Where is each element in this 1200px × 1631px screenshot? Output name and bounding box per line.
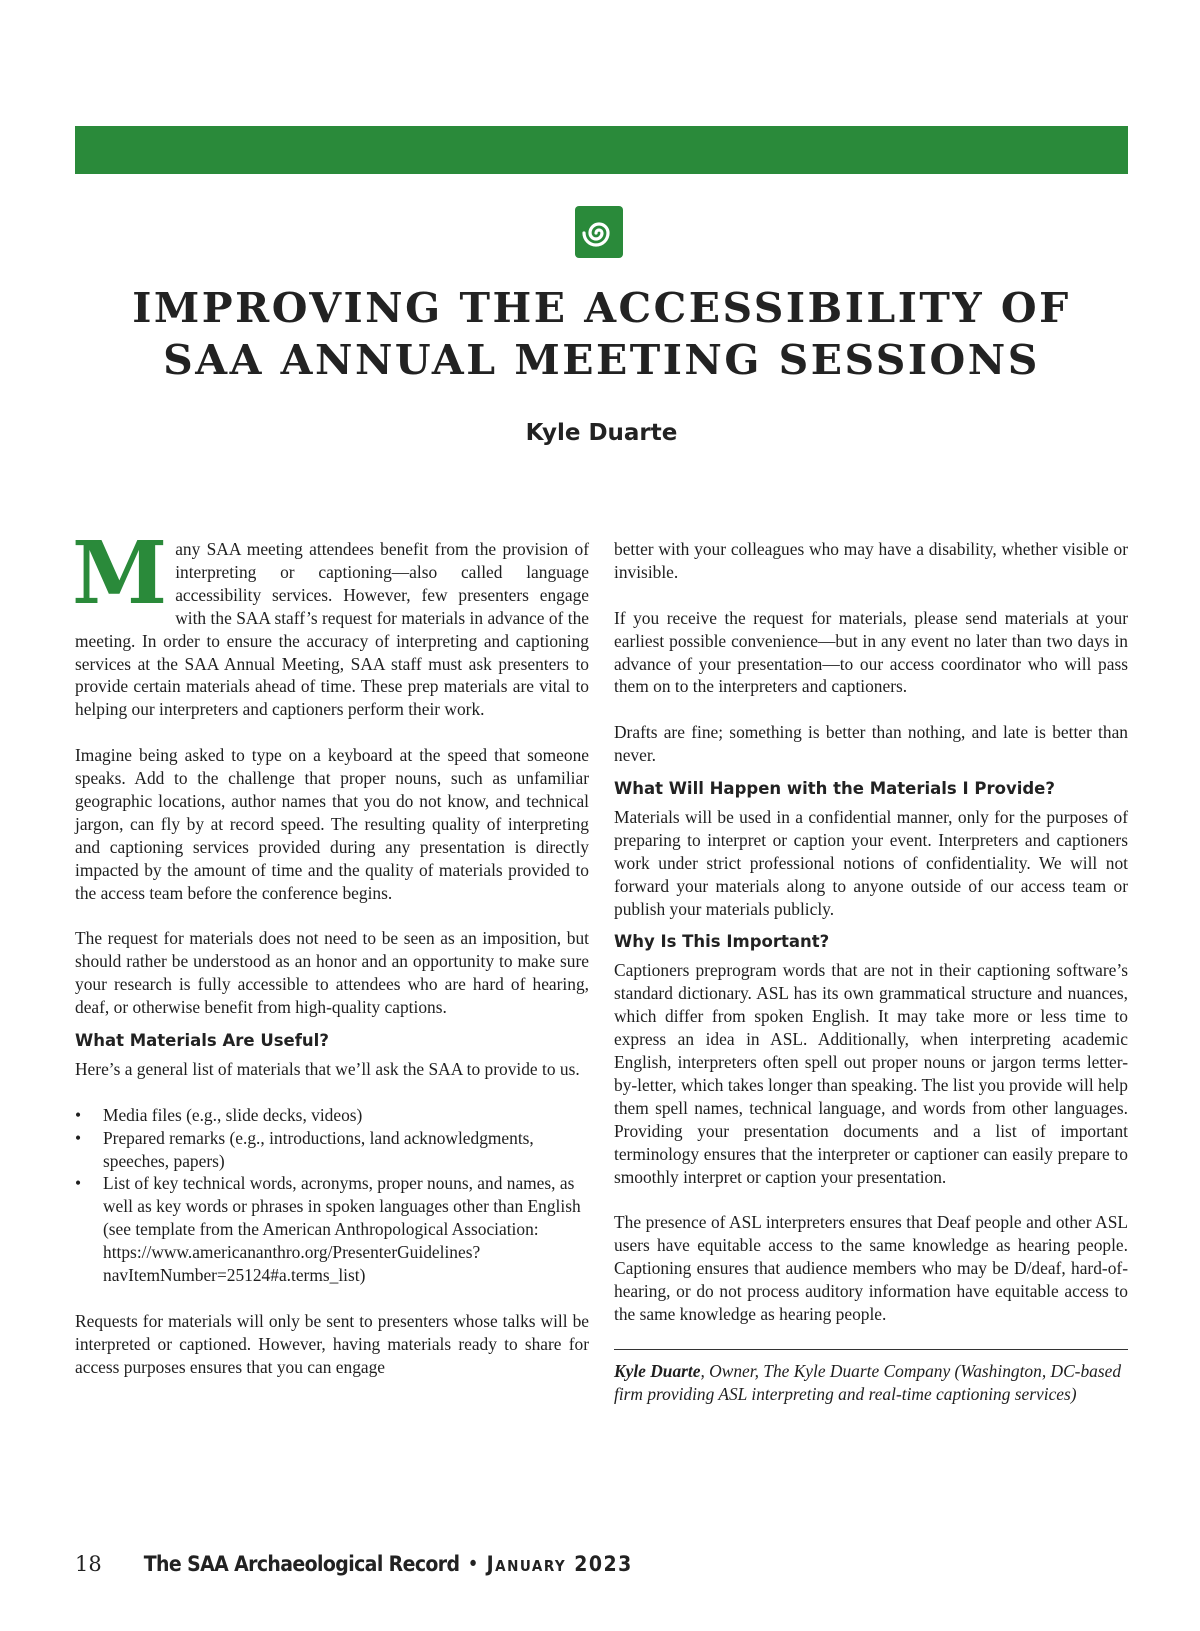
paragraph: Materials will be used in a confidential manner, only for the purposes of preparing to interpret or caption your event. Interpreters and captioners work under strict professional notions of confidentiality. We will not forward your materials along to anyone outside of our access team or publish your materials publicly.: [614, 806, 1128, 919]
paragraph: If you receive the request for materials, please send materials at your earliest possible convenience—but in any event no later than two days in advance of your presentation—to our access coordinator who will pass them on to the interpreters and captioners.: [614, 607, 1128, 697]
author-bio: [614, 1360, 1128, 1406]
author-byline: Kyle Duarte: [525, 420, 678, 446]
list-item: • Prepared remarks (e.g., introductions, land acknowledgments, speeches, papers): [75, 1127, 589, 1173]
page-footer: [75, 1552, 633, 1576]
left-column: [72, 523, 589, 1401]
list-item: • Media files (e.g., slide decks, videos): [75, 1104, 589, 1127]
article-title: [75, 282, 1128, 386]
title-line-2: SAA ANNUAL MEETING SESSIONS: [163, 336, 1040, 384]
issue-date: January 2023: [486, 1552, 633, 1576]
paragraph: Drafts are fine; something is better than nothing, and late is better than never.: [614, 722, 1128, 766]
list-item: • List of key technical words, acronyms, proper nouns, and names, as well as key words or phrases in spoken languages other than English (see template from the American Anthropological Association: https://www.americananthro.org/PresenterGuidelines?navItemNumber=25124#a.terms_list): [75, 1172, 589, 1287]
bio-name: Kyle Duarte: [614, 1360, 701, 1381]
page-number: 18: [75, 1552, 102, 1576]
section-heading-why-important: Why Is This Important?: [614, 932, 830, 952]
journal-name: The SAA Archaeological Record: [143, 1552, 460, 1576]
paragraph: Requests for materials will only be sent to presenters whose talks will be interpreted or captioned. However, having materials ready to share for access purposes ensures that you can engage: [75, 1310, 589, 1377]
intro-text: any SAA meeting attendees benefit from the provision of interpreting or captioning—also called language accessibility services. However, few presenters engage with the SAA staff’s request for materials in advance of the meeting. In order to ensure the accuracy of interpreting and captioning services at the SAA Annual Meeting, SAA staff must ask presenters to provide certain materials ahead of time. These prep materials are vital to helping our interpreters and captioners perform their work.: [75, 539, 589, 720]
paragraph: The request for materials does not need to be seen as an imposition, but should rather be understood as an honor and an opportunity to make sure your research is fully accessible to attendees who are hard of hearing, deaf, or otherwise benefit from high-quality captions.: [75, 928, 589, 1018]
spiral-logo-icon: [575, 206, 623, 258]
right-column: [614, 538, 1128, 1428]
paragraph: better with your colleagues who may have a disability, whether visible or invisible.: [614, 539, 1128, 582]
paragraph: Captioners preprogram words that are not in their captioning software’s standard dictionary. ASL has its own grammatical structure and nuances, which differ from spoken English. It may take more or less time to express an idea in ASL. Additionally, when interpreting academic English, interpreters often spell out proper nouns or jargon terms letter-by-letter, which takes longer than speaking. The list you provide will help them spell names, technical language, and words from other languages. Providing your presentation documents and a list of important terminology ensures that the interpreter or captioner can easily prepare to smoothly interpret or caption your presentation.: [614, 960, 1128, 1187]
intro-paragraph: [72, 523, 589, 721]
drop-cap: M: [72, 523, 168, 624]
title-line-1: IMPROVING THE ACCESSIBILITY OF: [132, 284, 1071, 332]
bio-text: , Owner, The Kyle Duarte Company (Washington, DC-based firm providing ASL interpreting and real-time captioning services): [614, 1360, 1122, 1404]
bio-divider: [614, 1349, 1128, 1350]
paragraph: Here’s a general list of materials that we’ll ask the SAA to provide to us.: [75, 1058, 580, 1079]
footer-separator: •: [467, 1552, 479, 1576]
paragraph: Imagine being asked to type on a keyboard at the speed that someone speaks. Add to the challenge that proper nouns, such as unfamiliar geographic locations, author names that you do not know, and technical jargon, can fly by at record speed. The resulting quality of interpreting and captioning services provided during any presentation is directly impacted by the amount of time and the quality of materials provided to the access team before the conference begins.: [75, 745, 589, 903]
header-green-bar: [75, 126, 1128, 174]
paragraph: The presence of ASL interpreters ensures that Deaf people and other ASL users have equitable access to the same knowledge as hearing people. Captioning ensures that audience members who may be D/deaf, hard-of-hearing, or do not process auditory information have equitable access to the same knowledge as hearing people.: [614, 1212, 1128, 1324]
section-heading-what-will-happen: What Will Happen with the Materials I Provide?: [614, 778, 1055, 798]
section-heading-materials: What Materials Are Useful?: [75, 1030, 329, 1050]
materials-list: [75, 1104, 589, 1287]
